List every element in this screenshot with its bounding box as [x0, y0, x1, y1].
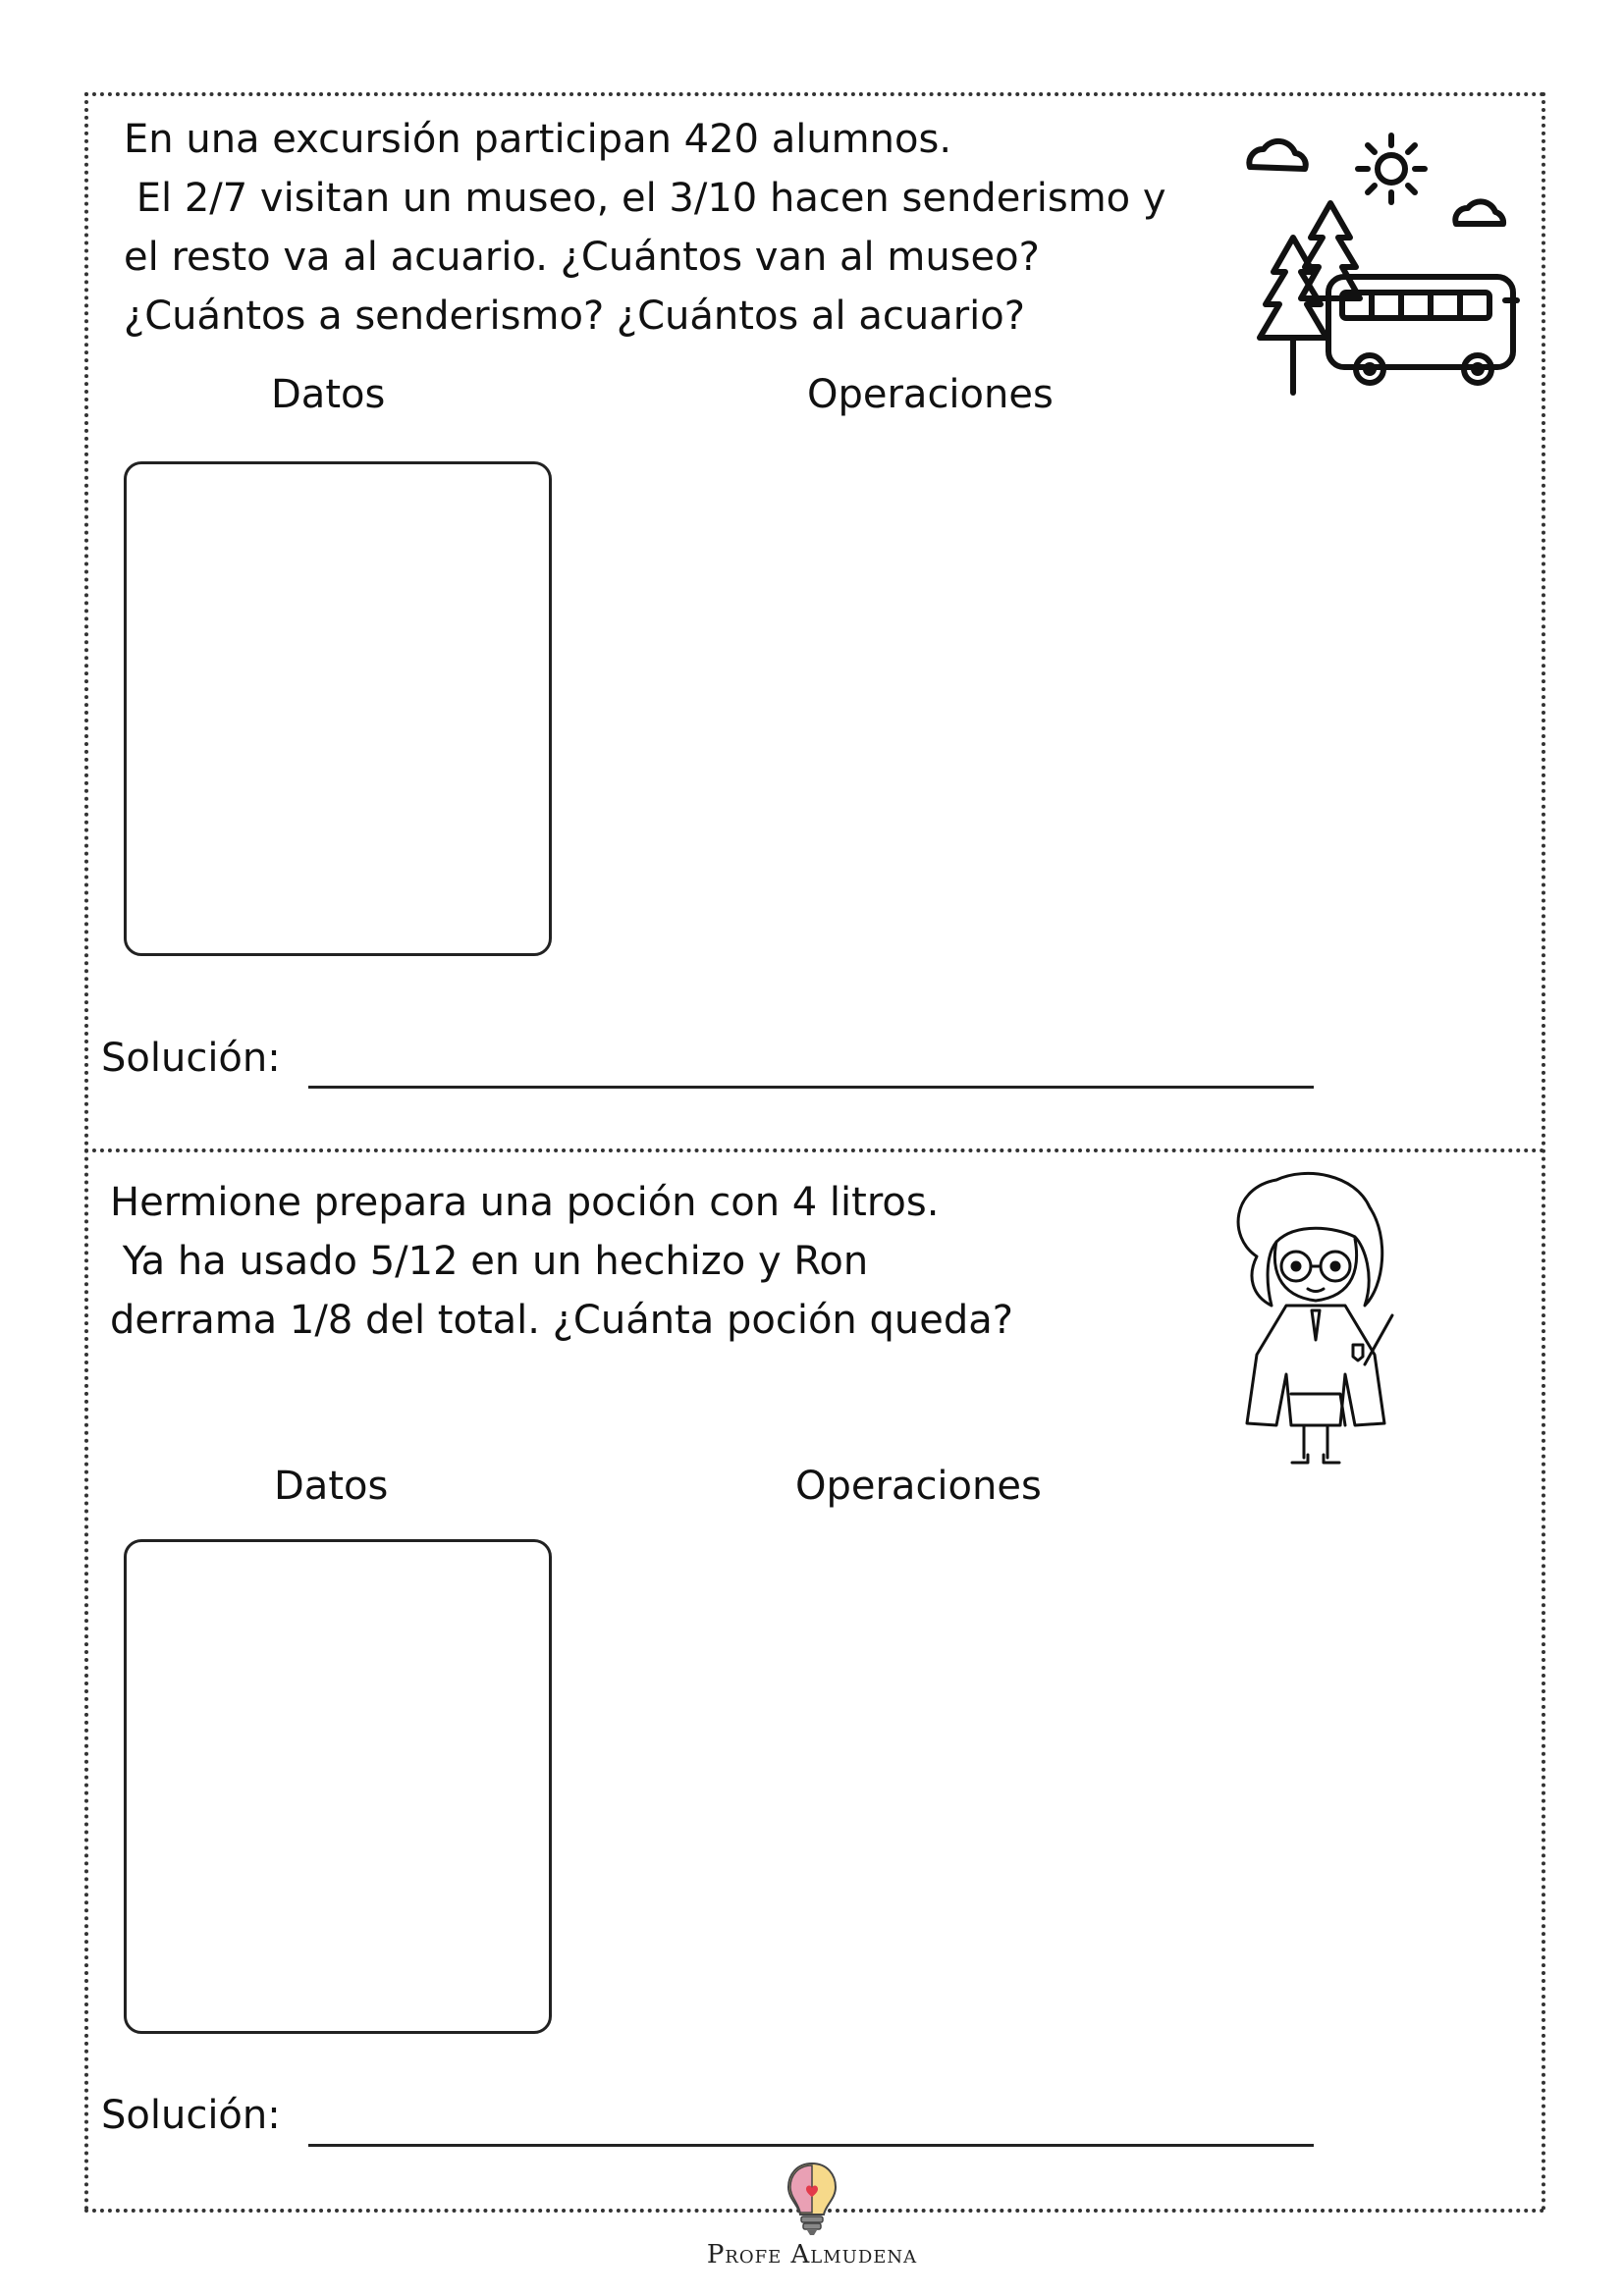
problem-2-line-1: Hermione prepara una poción con 4 litros.: [110, 1180, 940, 1225]
lightbulb-brain-heart-icon: [785, 2160, 839, 2236]
bus-trees-sun-clouds-icon: [1232, 130, 1527, 400]
solucion-label: Solución:: [101, 2093, 281, 2138]
solucion-label: Solución:: [101, 1036, 281, 1081]
datos-box[interactable]: [124, 1539, 552, 2034]
problem-1-statement: [124, 110, 1166, 346]
problem-2-statement: [110, 1173, 1013, 1350]
problem-1-line-4: ¿Cuántos a senderismo? ¿Cuántos al acuario?: [124, 294, 1025, 339]
solucion-answer-line[interactable]: [308, 2144, 1314, 2147]
hermione-character-icon: [1218, 1168, 1414, 1472]
problem-2-line-2: Ya ha usado 5/12 en un hechizo y Ron: [110, 1239, 869, 1284]
problem-1-line-2: El 2/7 visitan un museo, el 3/10 hacen senderismo y: [124, 176, 1166, 221]
problem-1-line-1: En una excursión participan 420 alumnos.: [124, 117, 952, 162]
solucion-answer-line[interactable]: [308, 1086, 1314, 1089]
datos-box[interactable]: [124, 461, 552, 956]
datos-label: Datos: [274, 1464, 389, 1509]
footer-brand: Profe Almudena: [706, 2240, 918, 2269]
datos-label: Datos: [271, 372, 386, 417]
problem-2-line-3: derrama 1/8 del total. ¿Cuánta poción queda?: [110, 1298, 1013, 1343]
section-divider: [84, 1148, 1545, 1152]
problem-1-line-3: el resto va al acuario. ¿Cuántos van al museo?: [124, 235, 1040, 280]
operaciones-label: Operaciones: [795, 1464, 1042, 1509]
operaciones-label: Operaciones: [807, 372, 1054, 417]
